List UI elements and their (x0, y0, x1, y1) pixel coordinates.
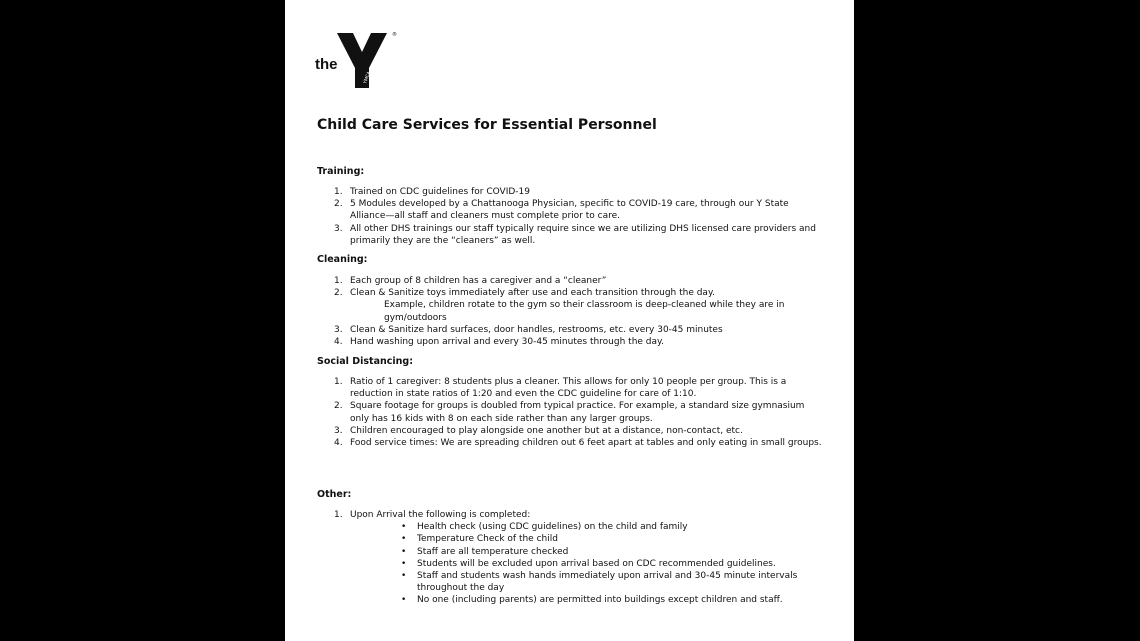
list-item: • No one (including parents) are permitted into buildings except children and staff. (401, 595, 783, 606)
list-item: • Students will be excluded upon arrival based on CDC recommended guidelines. (401, 558, 776, 569)
other-heading: Other: (317, 489, 352, 500)
list-item: 1. Trained on CDC guidelines for COVID-19 (334, 187, 530, 197)
list-item: • Health check (using CDC guidelines) on the child and family (401, 522, 688, 533)
social-distancing-list (317, 376, 822, 449)
item-number: 4. (334, 337, 343, 348)
list-item: 2. Clean & Sanitize toys immediately after use and each transition through the day. Example, children rotate to the gym so their classroom is deep-cleaned while they are in gym/outdoors (317, 287, 822, 324)
svg-text:the: the (315, 56, 338, 73)
item-number: 2. (334, 288, 343, 299)
other-list (317, 509, 822, 607)
item-number: 4. (334, 438, 343, 449)
cleaning-heading: Cleaning: (317, 254, 368, 265)
training-list (317, 186, 822, 247)
list-item: 2. 5 Modules developed by a Chattanooga Physician, specific to COVID-19 care, through our Y State Alliance—all staff and cleaners must complete prior to care. (334, 199, 789, 222)
bullet-icon: • (401, 522, 407, 533)
list-item: • Staff are all temperature checked (401, 546, 569, 557)
bullet-icon: • (401, 558, 407, 569)
svg-text:YMCA: YMCA (363, 70, 373, 85)
item-number: 1. (334, 187, 343, 197)
item-number: 2. (334, 401, 343, 412)
list-item: • Staff and students wash hands immediately upon arrival and 30-45 minute intervals throughout the day (401, 571, 798, 594)
ymca-logo (315, 28, 397, 92)
document-page (285, 0, 854, 641)
list-item: 3. Children encouraged to play alongside one another but at a distance, non-contact, etc. (334, 425, 743, 436)
list-item: 1. Each group of 8 children has a caregiver and a “cleaner” (334, 276, 607, 286)
bullet-icon: • (401, 571, 407, 582)
list-item: 1. Upon Arrival the following is completed: • Health check (using CDC guidelines) on the child and family • Temperature Check of the child • Staff are all temperature checked • Students will be excluded upon arrival based on CDC recommended guidelines. • Staff and students wash hands immediately upon arrival and 30-45 minute intervals throughout the day • No one (including parents) are permitted into buildings except children and staff. (317, 509, 822, 607)
document-title: Child Care Services for Essential Personnel (317, 117, 657, 133)
list-item: 3. Clean & Sanitize hard surfaces, door handles, restrooms, etc. every 30-45 minutes (334, 324, 723, 335)
training-heading: Training: (317, 166, 365, 177)
list-item: 4. Hand washing upon arrival and every 30-45 minutes through the day. (334, 337, 664, 348)
list-item: 4. Food service times: We are spreading children out 6 feet apart at tables and only eating in small groups. (334, 438, 822, 449)
arrival-checklist (350, 521, 822, 606)
bullet-icon: • (401, 546, 407, 557)
bullet-icon: • (401, 534, 407, 545)
item-number: 1. (334, 276, 343, 286)
list-item: 1. Ratio of 1 caregiver: 8 students plus a cleaner. This allows for only 10 people per group. This is a reduction in state ratios of 1:20 and even the CDC guideline for care of 1:10. (334, 377, 787, 400)
item-number: 3. (334, 324, 343, 335)
list-item: • Temperature Check of the child (401, 534, 558, 545)
list-item: 3. All other DHS trainings our staff typically require since we are utilizing DHS licensed care providers and primarily they are the “cleaners” as well. (334, 223, 816, 246)
item-number: 1. (334, 377, 343, 387)
item-number: 3. (334, 425, 343, 436)
list-item: 2. Square footage for groups is doubled from typical practice. For example, a standard size gymnasium only has 16 kids with 8 on each side rather than any larger groups. (334, 401, 805, 424)
item-number: 3. (334, 223, 343, 234)
example-note: Example, children rotate to the gym so their classroom is deep-cleaned while they are in gym/outdoors (384, 300, 785, 323)
bullet-icon: • (401, 595, 407, 606)
item-number: 1. (334, 510, 343, 520)
social-distancing-heading: Social Distancing: (317, 356, 413, 367)
svg-text:®: ® (392, 32, 397, 38)
cleaning-list (317, 275, 822, 348)
item-number: 2. (334, 199, 343, 210)
